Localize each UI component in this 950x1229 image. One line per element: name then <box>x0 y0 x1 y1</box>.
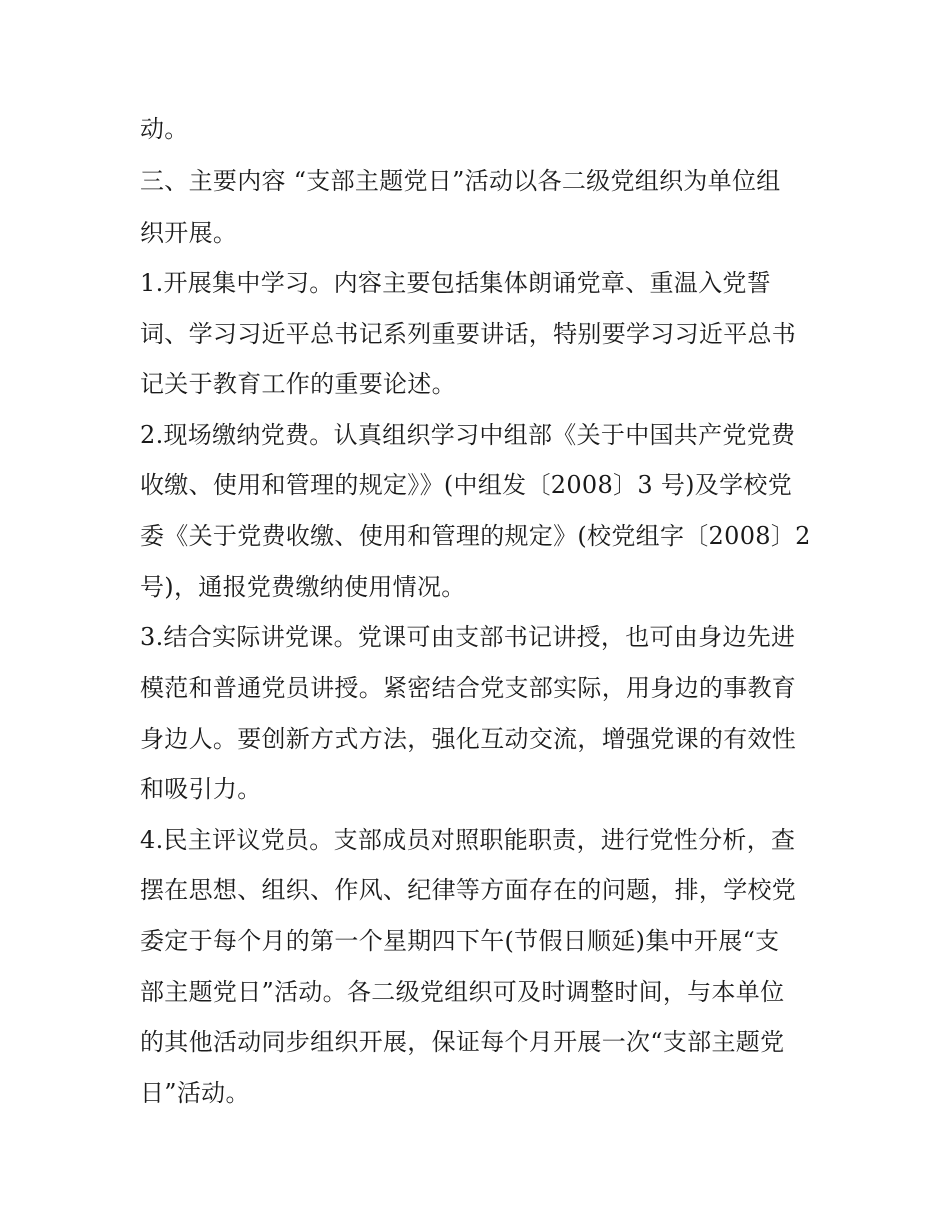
text-line-8: 收缴、使用和管理的规定》》(中组发〔2008〕3 号)及学校党 <box>140 471 793 499</box>
text-line-19: 的其他活动同步组织开展，保证每个月开展一次“支部主题党 <box>140 1028 785 1056</box>
text-line-20: 日”活动。 <box>140 1079 250 1107</box>
text-line-13: 身边人。要创新方式方法，强化互动交流，增强党课的有效性 <box>140 725 797 753</box>
text-line-1: 动。 <box>140 115 189 143</box>
text-line-7: 2.现场缴纳党费。认真组织学习中组部《关于中国共产党党费 <box>140 421 796 449</box>
text-line-14: 和吸引力。 <box>140 775 262 803</box>
text-line-3: 织开展。 <box>140 219 238 247</box>
text-line-10: 号)，通报党费缴纳使用情况。 <box>140 573 466 601</box>
text-line-15: 4.民主评议党员。支部成员对照职能职责，进行党性分析，查 <box>140 826 796 854</box>
text-line-9: 委《关于党费收缴、使用和管理的规定》(校党组字〔2008〕2 <box>140 522 811 550</box>
text-line-12: 模范和普通党员讲授。紧密结合党支部实际，用身边的事教育 <box>140 674 797 702</box>
text-line-4: 1.开展集中学习。内容主要包括集体朗诵党章、重温入党誓 <box>140 269 771 297</box>
text-line-18: 部主题党日”活动。各二级党组织可及时调整时间，与本单位 <box>140 978 785 1006</box>
text-line-2: 三、主要内容 “支部主题党日”活动以各二级党组织为单位组 <box>140 167 781 195</box>
text-line-17: 委定于每个月的第一个星期四下午(节假日顺延)集中开展“支 <box>140 927 780 955</box>
text-line-16: 摆在思想、组织、作风、纪律等方面存在的问题，排，学校党 <box>140 876 797 904</box>
text-line-5: 词、学习习近平总书记系列重要讲话，特别要学习习近平总书 <box>140 320 797 348</box>
text-line-11: 3.结合实际讲党课。党课可由支部书记讲授，也可由身边先进 <box>140 623 796 651</box>
text-line-6: 记关于教育工作的重要论述。 <box>140 370 456 398</box>
